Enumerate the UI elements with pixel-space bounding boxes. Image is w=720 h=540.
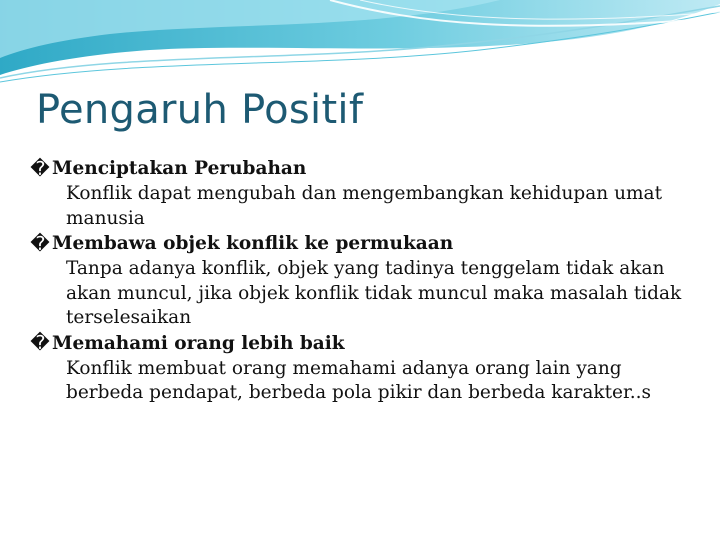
point-heading-text: Memahami orang lebih baik [52, 332, 345, 354]
bullet-icon: � [30, 332, 50, 354]
point-heading [30, 156, 690, 182]
point-body: Konflik dapat mengubah dan mengembangkan kehidupan umat manusia [66, 183, 663, 229]
header-wave-decoration [0, 0, 720, 90]
point-membawa-objek-konflik [30, 231, 690, 331]
point-memahami-orang [30, 331, 690, 406]
point-heading-text: Membawa objek konflik ke permukaan [52, 233, 454, 254]
point-body: Konflik membuat orang memahami adanya orang lain yang berbeda pendapat, berbeda pola pikir dan berbeda karakter..s [66, 357, 652, 403]
bullet-icon: � [30, 157, 50, 180]
slide-title: Pengaruh Positif [36, 87, 364, 133]
point-menciptakan-perubahan [30, 156, 690, 231]
slide-content [30, 156, 690, 406]
bullet-icon: � [30, 232, 50, 255]
point-heading [30, 331, 690, 357]
point-body: Tanpa adanya konflik, objek yang tadinya tenggelam tidak akan akan muncul, jika objek konflik tidak muncul maka masalah tidak terselesaikan [66, 258, 682, 328]
point-heading-text: Menciptakan Perubahan [52, 158, 307, 179]
point-heading [30, 231, 690, 257]
